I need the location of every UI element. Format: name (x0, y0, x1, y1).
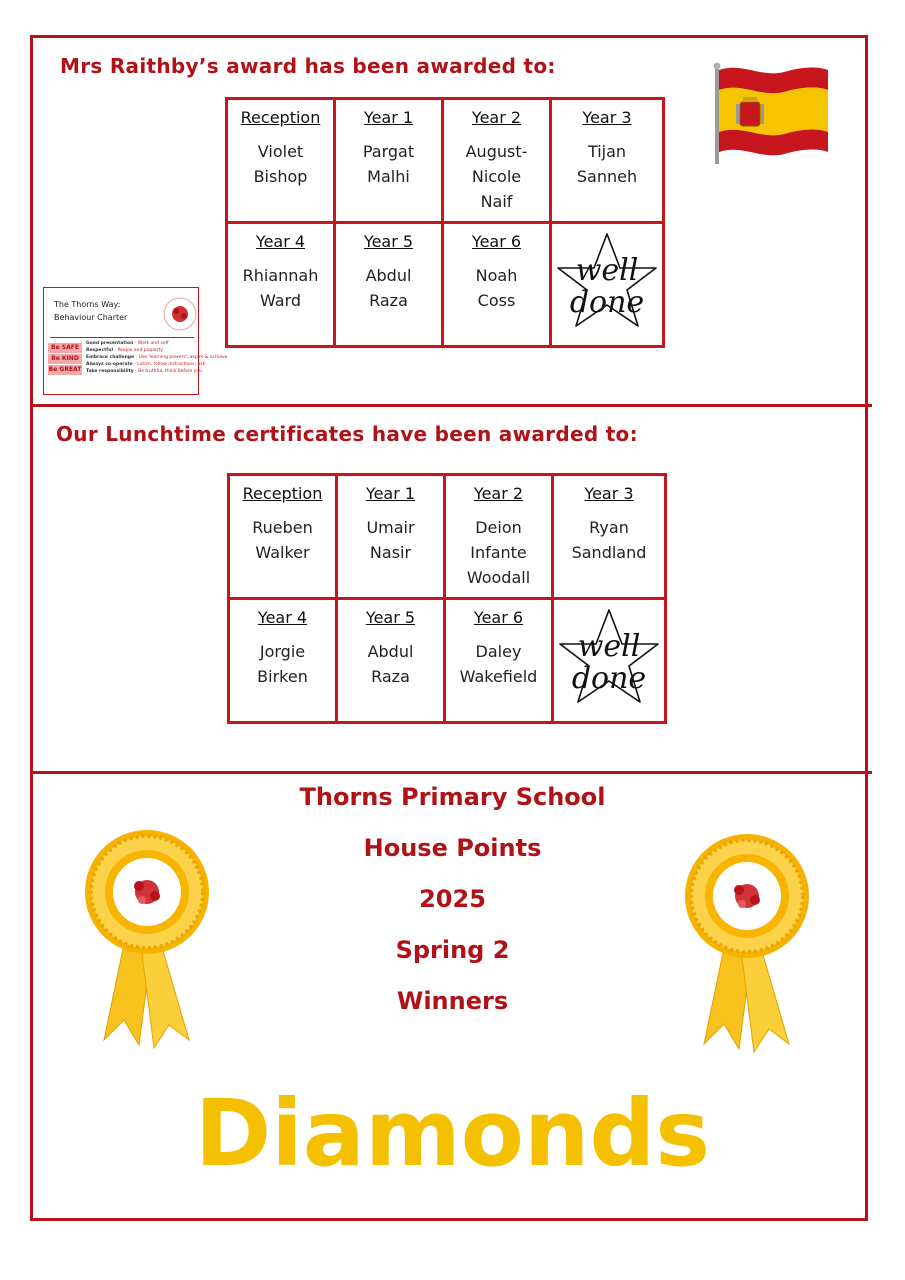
award-table (225, 97, 665, 348)
award-cell (227, 99, 335, 223)
lunch-cell (337, 475, 445, 599)
year-label: Reception (242, 484, 323, 503)
year-label: Year 1 (365, 484, 416, 503)
house-points-title: House Points (363, 834, 542, 862)
pupil-name: Rhiannah Ward (242, 266, 319, 310)
pupil-name: Noah Coss (475, 266, 518, 310)
charter-line: Embrace challenge - Use 'learning powers', aspire & achieve (86, 355, 228, 360)
house-points-term: Spring 2 (395, 936, 510, 964)
svg-text:well: well (577, 629, 641, 664)
year-label: Year 3 (582, 108, 632, 127)
pupil-name: Abdul Raza (365, 266, 412, 310)
charter-line: Take responsibility - Be truthful, think before you (86, 369, 202, 374)
lunch-table (227, 473, 667, 724)
lunch-cell (445, 599, 553, 723)
pupil-name: Violet Bishop (253, 142, 308, 186)
award-cell (551, 99, 664, 223)
lunch-cell (229, 599, 337, 723)
rosette-icon (684, 824, 814, 1059)
charter-line: Good presentation - Work and self (86, 341, 169, 346)
year-label: Reception (240, 108, 321, 127)
be-great-label: Be GREAT (48, 366, 82, 373)
well-done-star-icon (554, 604, 664, 716)
charter-title: The Thorns Way: (54, 300, 121, 309)
well-done-cell (553, 599, 666, 723)
svg-text:done: done (569, 285, 645, 320)
year-label: Year 1 (363, 108, 414, 127)
charter-subtitle: Behaviour Charter (54, 313, 128, 322)
year-label: Year 4 (255, 232, 306, 251)
pupil-name: Daley Wakefield (459, 642, 538, 686)
award-cell (335, 223, 443, 347)
award-cell (443, 223, 551, 347)
award-cell (227, 223, 335, 347)
pupil-name: Umair Nasir (366, 518, 415, 562)
house-points-label: Winners (396, 987, 509, 1015)
award-heading: Mrs Raithby’s award has been awarded to: (60, 54, 556, 78)
year-label: Year 6 (471, 232, 522, 251)
behaviour-charter (43, 287, 228, 395)
charter-line: Always co-operate - Listen, follow instructions, ask (86, 362, 206, 367)
pupil-name: Rueben Walker (252, 518, 313, 562)
pupil-name: Pargat Malhi (362, 142, 415, 186)
winning-house: Diamonds (194, 1080, 711, 1187)
lunch-cell (229, 475, 337, 599)
lunch-cell (445, 475, 553, 599)
pupil-name: Abdul Raza (367, 642, 414, 686)
well-done-cell (551, 223, 664, 347)
year-label: Year 5 (363, 232, 414, 251)
pupil-name: Deion Infante Woodall (466, 518, 531, 587)
spain-flag-icon (712, 62, 832, 166)
charter-rule (50, 337, 194, 338)
year-label: Year 5 (365, 608, 416, 627)
school-name: Thorns Primary School (299, 783, 606, 811)
year-label: Year 4 (257, 608, 308, 627)
house-points-year: 2025 (419, 885, 486, 913)
year-label: Year 2 (473, 484, 524, 503)
well-done-star-icon (552, 228, 662, 340)
be-safe-label: Be SAFE (48, 343, 82, 353)
rosette-icon (84, 820, 214, 1055)
section-divider (30, 771, 872, 774)
be-kind-label: Be KIND (48, 354, 82, 364)
pupil-name: Jorgie Birken (257, 642, 308, 686)
pupil-name: August-Nicole Naif (465, 142, 528, 211)
charter-line: Respectful - People and property (86, 348, 164, 353)
award-cell (335, 99, 443, 223)
year-label: Year 2 (471, 108, 522, 127)
section-divider (30, 404, 872, 407)
school-logo-icon (162, 296, 198, 332)
svg-text:well: well (575, 253, 639, 288)
pupil-name: Ryan Sandland (571, 518, 647, 562)
lunch-cell (337, 599, 445, 723)
award-cell (443, 99, 551, 223)
lunch-heading: Our Lunchtime certificates have been awarded to: (56, 422, 638, 446)
year-label: Year 3 (584, 484, 634, 503)
pupil-name: Tijan Sanneh (576, 142, 638, 186)
year-label: Year 6 (473, 608, 524, 627)
svg-text:done: done (571, 661, 647, 696)
lunch-cell (553, 475, 666, 599)
